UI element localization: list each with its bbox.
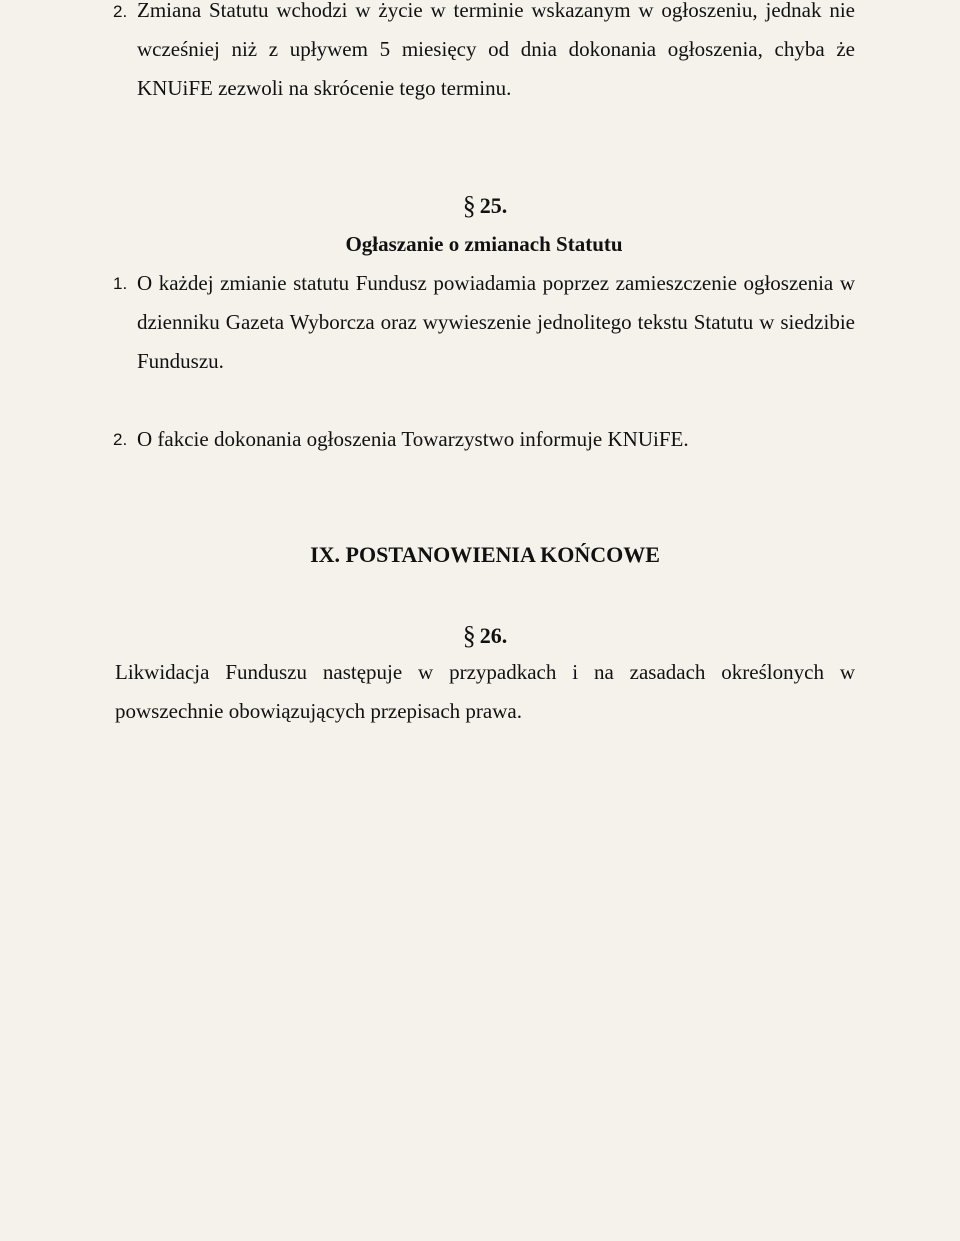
- section-number-26: [440, 621, 530, 651]
- paragraph-text: O każdej zmianie statutu Fundusz powiadamia poprzez zamieszczenie ogłoszenia w dzienniku Gazeta Wyborcza oraz wywieszenie jednolitego tekstu Statutu w siedzibie Funduszu.: [137, 271, 855, 373]
- paragraph-text: O fakcie dokonania ogłoszenia Towarzystwo informuje KNUiFE.: [137, 427, 689, 451]
- paragraph-number: 2.: [113, 2, 128, 21]
- paragraph-text: Likwidacja Funduszu następuje w przypadkach i na zasadach określonych w powszechnie obowiązujących przepisach prawa.: [115, 660, 855, 723]
- chapter-title: IX. POSTANOWIENIA KOŃCOWE: [310, 542, 660, 567]
- paragraph-text: Zmiana Statutu wchodzi w życie w terminie wskazanym w ogłoszeniu, jednak nie wcześniej niż z upływem 5 miesięcy od dnia dokonania ogłoszenia, chyba że KNUiFE zezwoli na skrócenie tego terminu.: [137, 0, 855, 100]
- paragraph-art25-1: [137, 264, 855, 381]
- section-number: 25.: [479, 193, 508, 218]
- section-number: 26.: [479, 623, 508, 648]
- section-title: Ogłaszanie o zmianach Statutu: [345, 232, 623, 256]
- paragraph-art24-2: [137, 0, 855, 108]
- paragraph-art25-2: [137, 420, 855, 459]
- section-sign: §: [462, 621, 476, 650]
- section-number-25: [440, 191, 530, 221]
- section-sign: §: [462, 191, 476, 220]
- paragraph-number: 2.: [113, 430, 128, 449]
- paragraph-art26: [115, 653, 855, 731]
- paragraph-number: 1.: [113, 274, 128, 293]
